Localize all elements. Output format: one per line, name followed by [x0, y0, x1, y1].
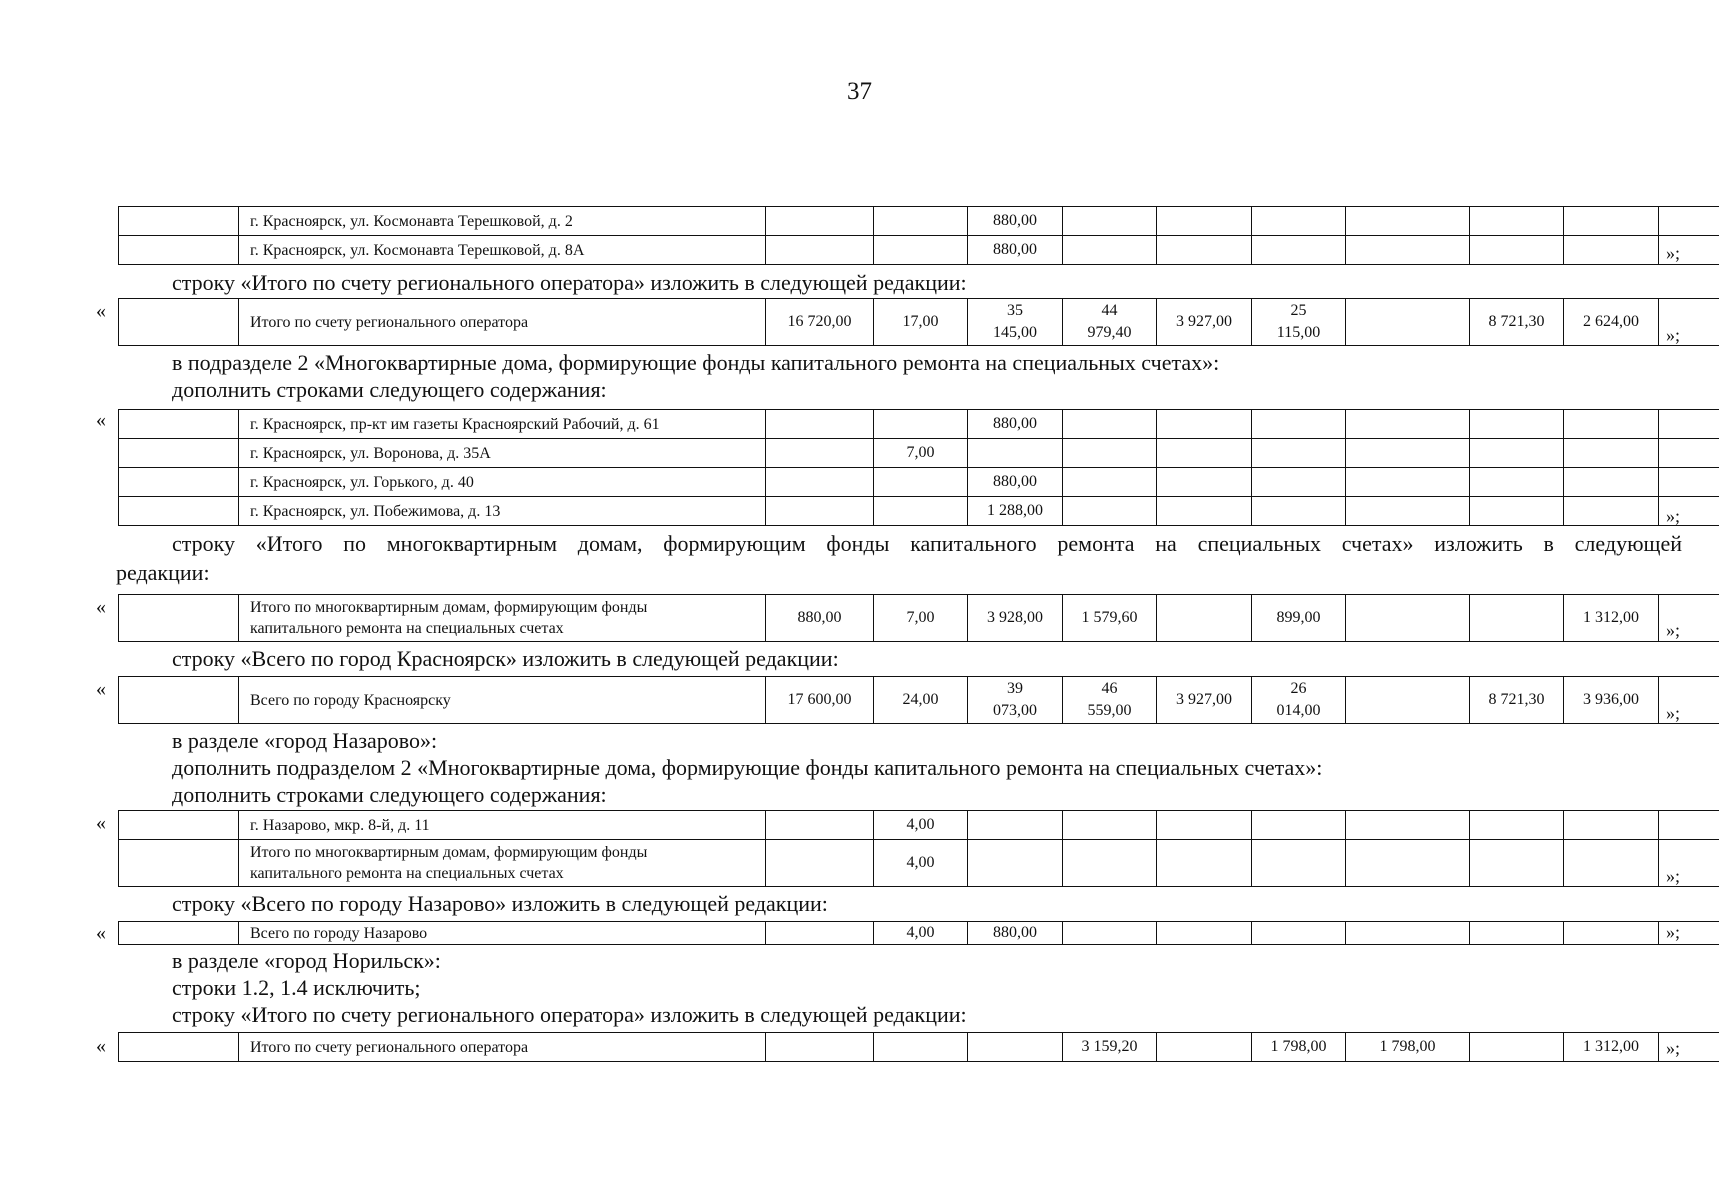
table-h — [118, 1032, 1719, 1062]
table-row: г. Красноярск, ул. Воронова, д. 35А 7,00 — [119, 439, 1719, 468]
table-g — [118, 921, 1719, 945]
paragraph: строки 1.2, 1.4 исключить; — [172, 975, 421, 1000]
close-quote: »; — [1666, 1038, 1681, 1058]
paragraph: дополнить строками следующего содержания: — [172, 782, 607, 807]
table-row: Итого по счету регионального оператора 3 159,20 1 798,00 1 798,00 1 312,00 — [119, 1033, 1719, 1062]
address-cell: г. Красноярск, ул. Космонавта Терешковой, д. 2 — [239, 207, 766, 236]
table-e — [118, 676, 1719, 724]
paragraph: строку «Итого по счету регионального оператора» изложить в следующей редакции: — [172, 270, 967, 295]
open-quote: « — [96, 300, 106, 322]
table-row: г. Красноярск, ул. Горького, д. 40 880,00 — [119, 468, 1719, 497]
table-row: г. Красноярск, пр-кт им газеты Красноярский Рабочий, д. 61 880,00 — [119, 410, 1719, 439]
table-row — [119, 207, 1719, 236]
open-quote: « — [96, 1035, 106, 1057]
table-row: Итого по счету регионального оператора 16 720,00 17,00 35 145,00 44 979,40 3 927,00 25 115,00 8 721,30 2 624,00 — [119, 299, 1719, 346]
paragraph: дополнить подразделом 2 «Многоквартирные дома, формирующие фонды капитального ремонта на специальных счетах»: — [172, 755, 1323, 780]
open-quote: « — [96, 678, 106, 700]
open-quote: « — [96, 596, 106, 618]
table-row: Всего по городу Назарово 4,00 880,00 — [119, 922, 1719, 945]
close-quote: »; — [1666, 703, 1681, 723]
close-quote: »; — [1666, 922, 1681, 942]
table-d — [118, 594, 1719, 642]
table-row: г. Назарово, мкр. 8-й, д. 11 4,00 — [119, 811, 1719, 840]
table-row: Итого по многоквартирным домам, формирующим фонды капитального ремонта на специальных счетах 4,00 — [119, 840, 1719, 887]
open-quote: « — [96, 409, 106, 431]
open-quote: « — [96, 812, 106, 834]
table-f — [118, 810, 1719, 887]
table-row: г. Красноярск, ул. Побежимова, д. 13 1 288,00 — [119, 497, 1719, 526]
table-a — [118, 206, 1719, 265]
paragraph: в разделе «город Норильск»: — [172, 948, 441, 973]
paragraph: в разделе «город Назарово»: — [172, 728, 438, 753]
close-quote: »; — [1666, 620, 1681, 640]
table-c — [118, 409, 1719, 526]
table-row: Всего по городу Красноярску 17 600,00 24,00 39 073,00 46 559,00 3 927,00 26 014,00 8 721,30 3 936,00 — [119, 677, 1719, 724]
paragraph: строку «Всего по город Красноярск» изложить в следующей редакции: — [172, 646, 839, 671]
value-cell: 880,00 — [968, 207, 1063, 236]
address-cell: г. Красноярск, ул. Космонавта Терешковой, д. 8А — [239, 236, 766, 265]
table-row — [119, 236, 1719, 265]
paragraph: строку «Итого по многоквартирным домам, формирующим фонды капитального ремонта на специальных счетах» изложить в следующей — [172, 531, 1682, 556]
paragraph: редакции: — [116, 560, 210, 585]
value-cell: 880,00 — [968, 236, 1063, 265]
open-quote: « — [96, 922, 106, 944]
table-row: Итого по многоквартирным домам, формирующим фонды капитального ремонта на специальных счетах 880,00 7,00 3 928,00 1 579,60 899,00 1 312,00 — [119, 595, 1719, 642]
page-number: 37 — [847, 78, 872, 105]
paragraph: строку «Итого по счету регионального оператора» изложить в следующей редакции: — [172, 1002, 967, 1027]
close-quote: »; — [1666, 325, 1681, 345]
close-quote: »; — [1666, 866, 1681, 886]
table-b — [118, 298, 1719, 346]
paragraph: дополнить строками следующего содержания: — [172, 377, 607, 402]
paragraph: строку «Всего по городу Назарово» изложить в следующей редакции: — [172, 891, 828, 916]
close-quote: »; — [1666, 506, 1681, 526]
paragraph: в подразделе 2 «Многоквартирные дома, формирующие фонды капитального ремонта на специальных счетах»: — [172, 350, 1220, 375]
close-quote: »; — [1666, 243, 1681, 263]
